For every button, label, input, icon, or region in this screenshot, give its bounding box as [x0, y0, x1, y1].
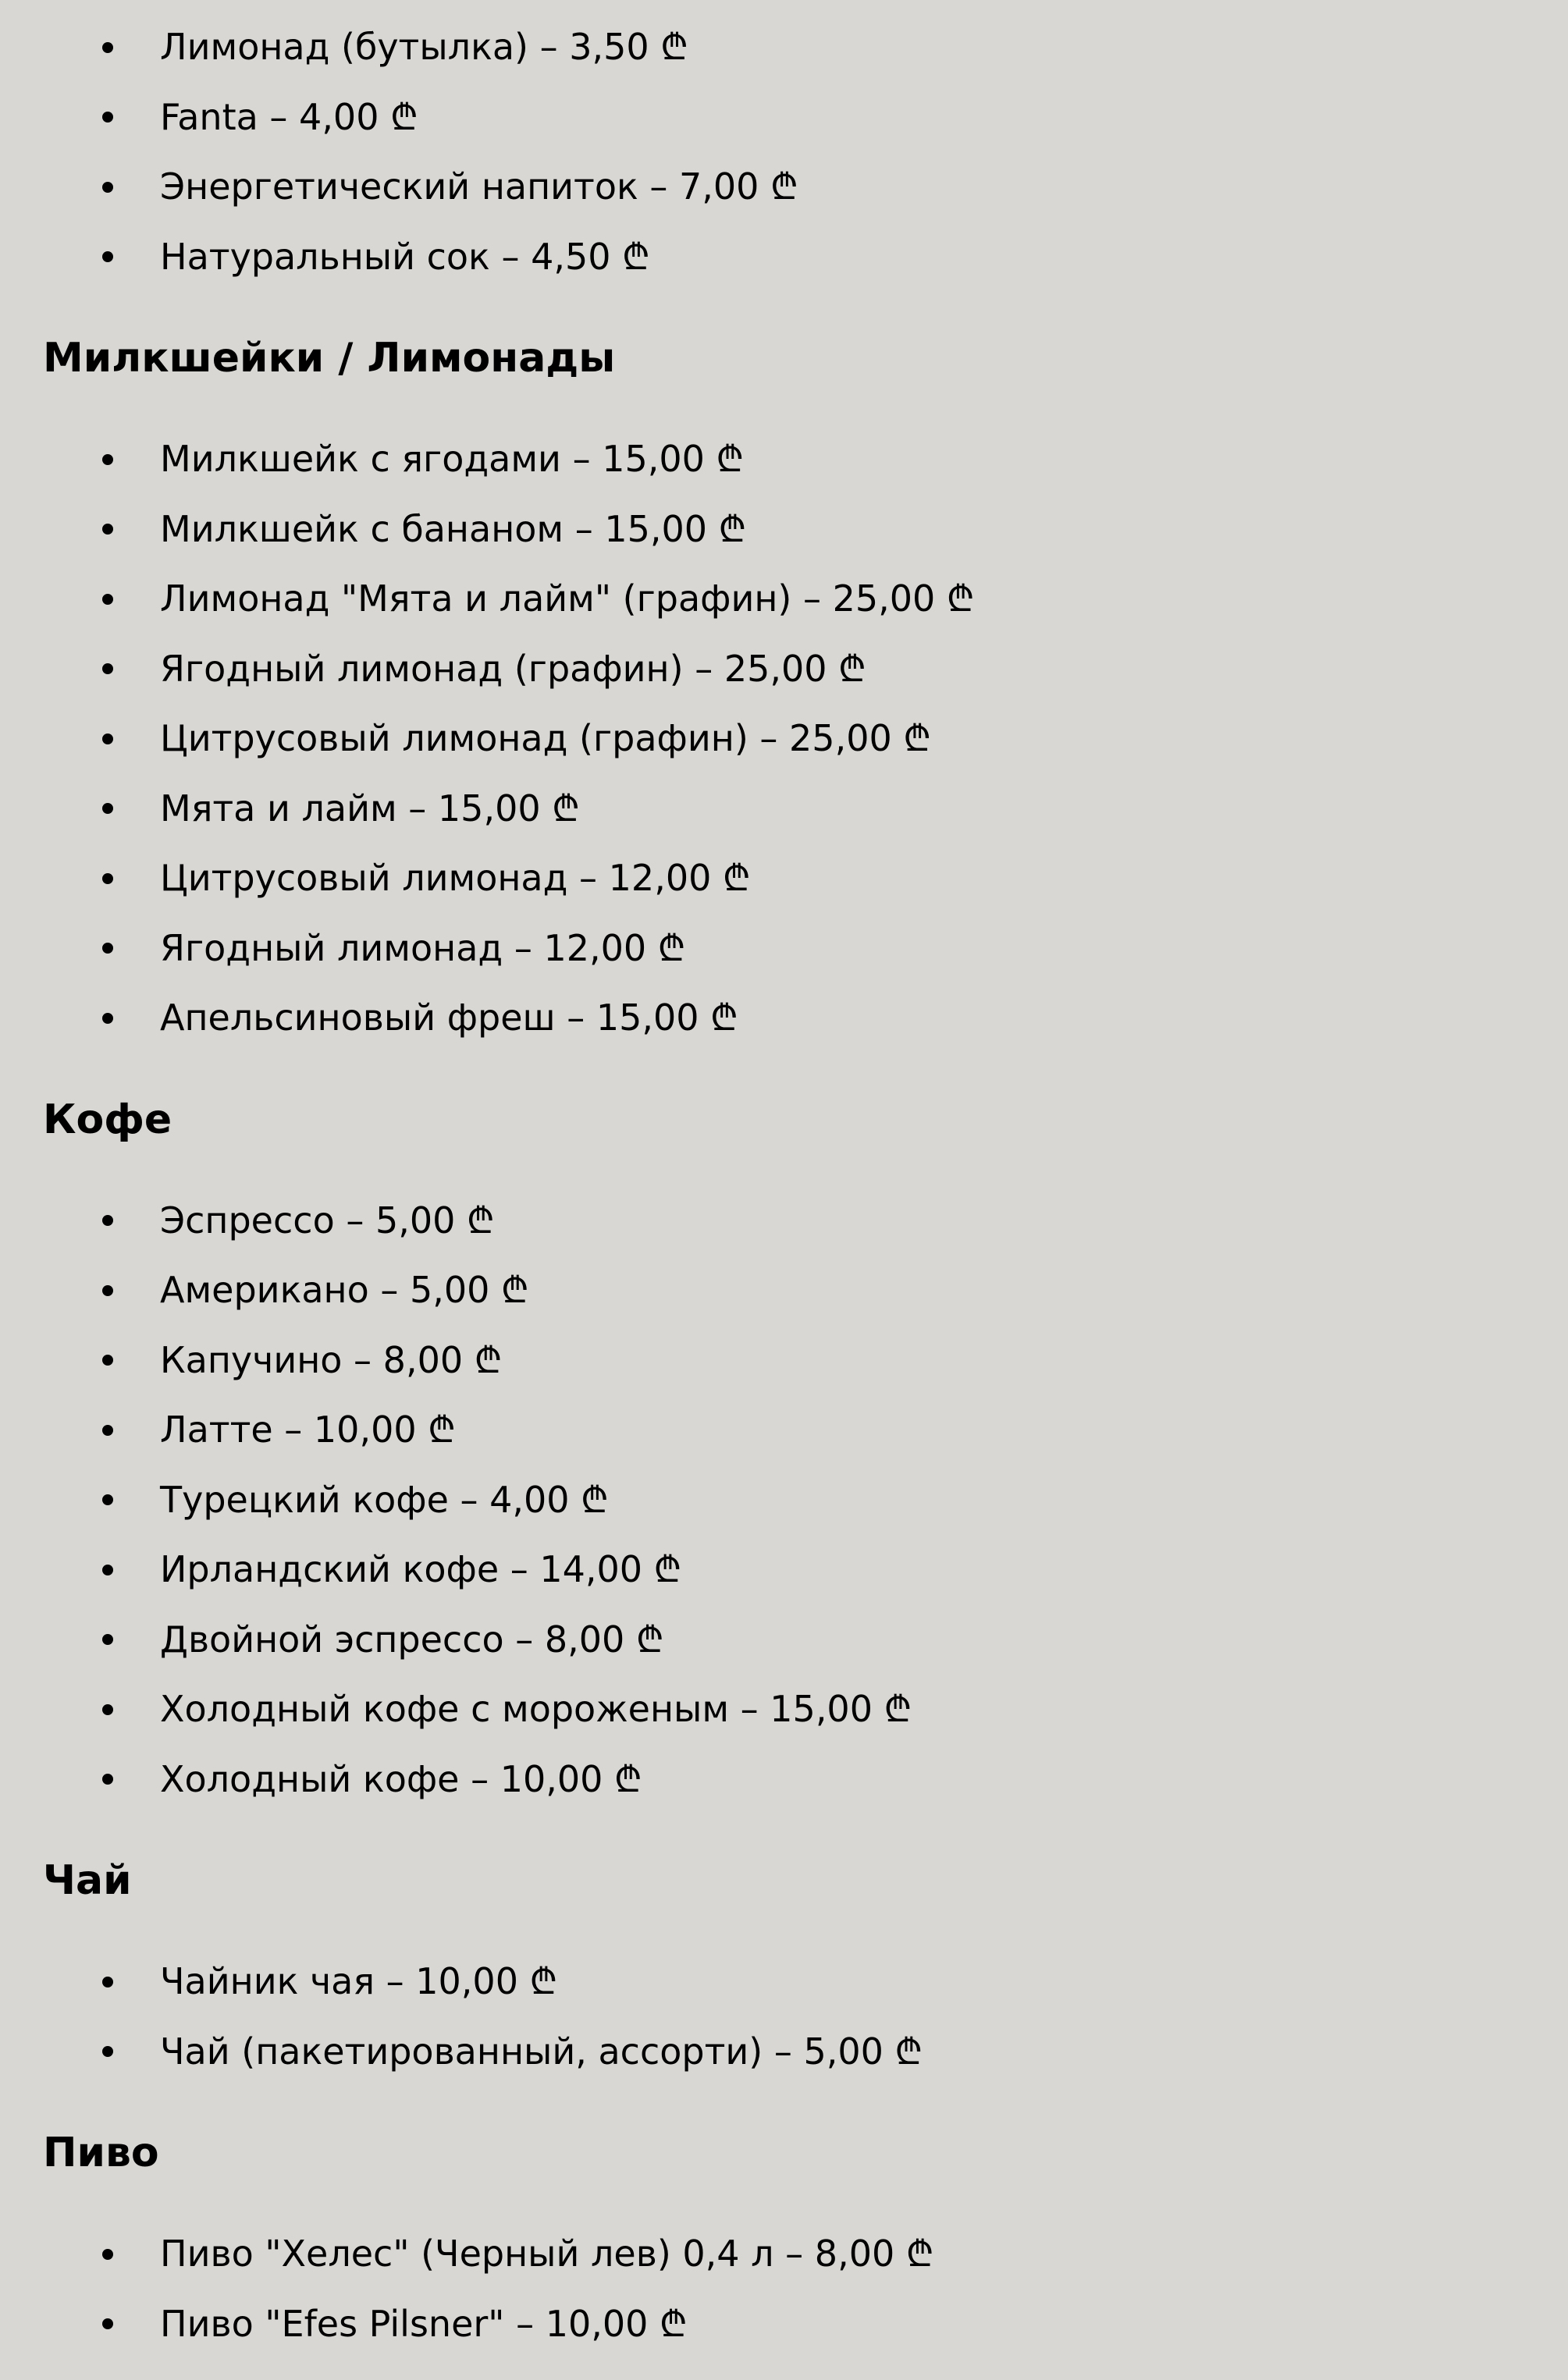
spacer — [0, 1053, 1568, 1085]
list-item — [0, 2289, 1568, 2360]
item-text: Двойной эспрессо – 8,00 ₾ — [160, 1618, 664, 1661]
item-text: Холодный кофе – 10,00 ₾ — [160, 1757, 642, 1800]
list-item — [0, 844, 1568, 914]
list-item — [0, 983, 1568, 1053]
list-item — [0, 2219, 1568, 2289]
coffee-list — [0, 1186, 1568, 1815]
item-text: Эспрессо – 5,00 ₾ — [160, 1199, 495, 1242]
section-title-tea: Чай — [43, 1857, 132, 1904]
list-item — [0, 914, 1568, 984]
item-text: Цитрусовый лимонад – 12,00 ₾ — [160, 857, 751, 899]
item-text: Пиво "Хелес" (Черный лев) 0,4 л – 8,00 ₾ — [160, 2233, 934, 2275]
list-item — [0, 2017, 1568, 2087]
list-item — [0, 424, 1568, 495]
bullet-icon — [102, 1565, 113, 1575]
section-title-coffee: Кофе — [43, 1096, 172, 1143]
list-item — [0, 1256, 1568, 1326]
item-text: Лимонад (бутылка) – 3,50 ₾ — [160, 26, 688, 68]
list-item — [0, 1675, 1568, 1745]
bullet-icon — [102, 734, 113, 744]
item-text: Пиво "Efes Pilsner" – 10,00 ₾ — [160, 2302, 688, 2345]
list-item — [0, 222, 1568, 293]
section-title-beer: Пиво — [43, 2130, 159, 2176]
bullet-icon — [102, 251, 113, 262]
item-text: Натуральный сок – 4,50 ₾ — [160, 235, 650, 278]
bullet-icon — [102, 1013, 113, 1024]
item-text: Милкшейк с ягодами – 15,00 ₾ — [160, 438, 744, 480]
item-text: Апельсиновый фреш – 15,00 ₾ — [160, 996, 738, 1039]
milkshakes-list — [0, 424, 1568, 1053]
bullet-icon — [102, 2318, 113, 2329]
tea-list — [0, 1947, 1568, 2087]
bullet-icon — [102, 943, 113, 954]
list-item — [0, 12, 1568, 83]
beer-list — [0, 2219, 1568, 2359]
item-text: Лимонад "Мята и лайм" (графин) – 25,00 ₾ — [160, 577, 975, 620]
list-item — [0, 1605, 1568, 1675]
list-item — [0, 1535, 1568, 1605]
spacer — [0, 292, 1568, 323]
list-item — [0, 1326, 1568, 1396]
bullet-icon — [102, 803, 113, 814]
bullet-icon — [102, 42, 113, 53]
bullet-icon — [102, 1215, 113, 1226]
item-text: Американо – 5,00 ₾ — [160, 1269, 529, 1311]
item-text: Турецкий кофе – 4,00 ₾ — [160, 1478, 609, 1521]
item-text: Ягодный лимонад (графин) – 25,00 ₾ — [160, 647, 866, 690]
list-item — [0, 1947, 1568, 2017]
spacer — [0, 1155, 1568, 1186]
item-text: Ягодный лимонад – 12,00 ₾ — [160, 926, 686, 969]
bullet-icon — [102, 1704, 113, 1715]
list-item — [0, 1395, 1568, 1465]
list-item — [0, 774, 1568, 844]
bullet-icon — [102, 594, 113, 605]
item-text: Капучино – 8,00 ₾ — [160, 1338, 503, 1381]
top-spacer — [0, 0, 1568, 12]
bullet-icon — [102, 2046, 113, 2057]
bullet-icon — [102, 1977, 113, 1987]
item-text: Холодный кофе с мороженым – 15,00 ₾ — [160, 1688, 912, 1730]
spacer — [0, 2188, 1568, 2219]
bullet-icon — [102, 1494, 113, 1505]
spacer — [0, 393, 1568, 424]
list-item — [0, 1186, 1568, 1256]
bullet-icon — [102, 663, 113, 674]
list-item — [0, 1745, 1568, 1815]
bullet-icon — [102, 112, 113, 123]
spacer — [0, 2087, 1568, 2118]
item-text: Латте – 10,00 ₾ — [160, 1408, 456, 1451]
spacer — [0, 1916, 1568, 1947]
bullet-icon — [102, 454, 113, 465]
bullet-icon — [102, 1774, 113, 1785]
bullet-icon — [102, 1634, 113, 1645]
list-item — [0, 1465, 1568, 1536]
item-text: Fanta – 4,00 ₾ — [160, 95, 418, 138]
bullet-icon — [102, 1285, 113, 1296]
bullet-icon — [102, 1425, 113, 1436]
list-item — [0, 495, 1568, 565]
item-text: Цитрусовый лимонад (графин) – 25,00 ₾ — [160, 717, 931, 759]
list-item — [0, 634, 1568, 705]
section-title-milkshakes: Милкшейки / Лимонады — [43, 335, 616, 382]
bullet-icon — [102, 873, 113, 884]
item-text: Чайник чая – 10,00 ₾ — [160, 1960, 558, 2002]
bullet-icon — [102, 1355, 113, 1366]
item-text: Чай (пакетированный, ассорти) – 5,00 ₾ — [160, 2030, 923, 2073]
item-text: Ирландский кофе – 14,00 ₾ — [160, 1548, 682, 1590]
bullet-icon — [102, 182, 113, 193]
item-text: Милкшейк с бананом – 15,00 ₾ — [160, 507, 747, 550]
list-item — [0, 704, 1568, 774]
bullet-icon — [102, 524, 113, 535]
list-item — [0, 564, 1568, 634]
spacer — [0, 1814, 1568, 1845]
bullet-icon — [102, 2249, 113, 2260]
list-item — [0, 152, 1568, 222]
item-text: Энергетический напиток – 7,00 ₾ — [160, 165, 798, 208]
list-item — [0, 83, 1568, 153]
drinks-list — [0, 12, 1568, 292]
item-text: Мята и лайм – 15,00 ₾ — [160, 787, 580, 829]
